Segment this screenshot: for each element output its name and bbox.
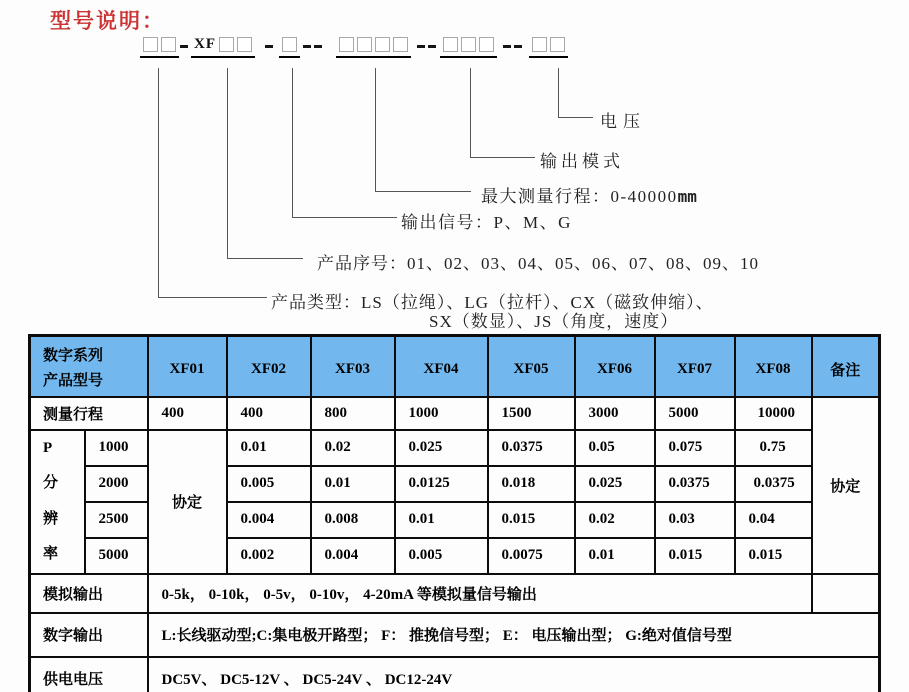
max-travel-label	[481, 182, 697, 207]
header-model-xf07: XF07	[655, 336, 735, 397]
remark-agreement-cell: 协定	[812, 397, 880, 574]
resolution-sub: 2500	[85, 502, 148, 538]
resolution-value: 0.005	[227, 466, 311, 502]
format-group-voltage	[529, 36, 568, 58]
travel-value: 3000	[575, 397, 655, 430]
resolution-value: 0.01	[227, 430, 311, 466]
format-box	[532, 37, 547, 52]
format-box	[393, 37, 408, 52]
resolution-value: 0.75	[735, 430, 812, 466]
travel-value: 400	[148, 397, 227, 430]
resolution-value: 0.015	[655, 538, 735, 574]
format-dash	[265, 45, 273, 48]
format-box	[550, 37, 565, 52]
resolution-value: 0.0375	[735, 466, 812, 502]
travel-value: 1000	[395, 397, 488, 430]
format-group-product-type	[140, 36, 179, 58]
travel-value: 10000	[735, 397, 812, 430]
header-model-xf08: XF08	[735, 336, 812, 397]
resolution-value: 0.01	[395, 502, 488, 538]
page-title: 型号说明：	[50, 10, 165, 33]
resolution-value: 0.015	[735, 538, 812, 574]
travel-value: 800	[311, 397, 395, 430]
connector-line-mode	[470, 68, 535, 158]
header-series-line2: 产品型号	[43, 372, 104, 389]
travel-row-label: 测量行程	[30, 397, 148, 430]
analog-row-value: 0-5k， 0-10k， 0-5v， 0-10v， 4-20mA 等模拟量信号输出	[148, 574, 812, 613]
product-type-label-line2: SX（数显）、JS（角度，速度）	[429, 312, 679, 331]
digital-row-label: 数字输出	[30, 613, 148, 657]
resolution-sub: 1000	[85, 430, 148, 466]
header-remark: 备注	[812, 336, 880, 397]
header-model-xf02: XF02	[227, 336, 311, 397]
resolution-value: 0.05	[575, 430, 655, 466]
analog-remark-cell	[812, 574, 880, 613]
travel-value: 1500	[488, 397, 575, 430]
format-box	[479, 37, 494, 52]
resolution-char: 分	[43, 475, 59, 492]
resolution-group-label-stack	[31, 431, 84, 573]
format-dash	[428, 45, 436, 48]
xf01-agreement-cell: 协定	[148, 430, 227, 574]
header-model-xf01: XF01	[148, 336, 227, 397]
resolution-value: 0.01	[311, 466, 395, 502]
series-prefix-text: XF	[194, 36, 216, 52]
format-group-series	[191, 36, 255, 58]
resolution-value: 0.0075	[488, 538, 575, 574]
resolution-value: 0.075	[655, 430, 735, 466]
resolution-value: 0.015	[488, 502, 575, 538]
max-travel-unit: mm	[677, 187, 697, 206]
format-group-mode	[440, 36, 497, 58]
format-box	[461, 37, 476, 52]
resolution-value: 0.01	[575, 538, 655, 574]
resolution-value: 0.004	[227, 502, 311, 538]
resolution-value: 0.025	[575, 466, 655, 502]
header-model-xf06: XF06	[575, 336, 655, 397]
resolution-value: 0.04	[735, 502, 812, 538]
max-travel-text: 最大测量行程：0-40000	[481, 187, 678, 206]
travel-value: 5000	[655, 397, 735, 430]
format-box	[143, 37, 158, 52]
power-row-value: DC5V、 DC5-12V 、 DC5-24V 、 DC12-24V	[148, 657, 880, 692]
format-box	[219, 37, 234, 52]
format-box	[339, 37, 354, 52]
product-type-label-line1: 产品类型：LS（拉绳）、LG（拉杆）、CX（磁致伸缩）、	[271, 293, 714, 312]
format-box	[443, 37, 458, 52]
voltage-label: 电压	[600, 112, 646, 131]
connector-line-travel	[375, 68, 471, 192]
format-dash	[314, 45, 322, 48]
format-dash	[180, 45, 188, 48]
header-model-xf03: XF03	[311, 336, 395, 397]
resolution-sub: 5000	[85, 538, 148, 574]
format-box	[357, 37, 372, 52]
resolution-group-label	[30, 430, 85, 574]
digital-row-value: L:长线驱动型;C:集电极开路型； F： 推挽信号型； E： 电压输出型； G:绝对值信号型	[148, 613, 880, 657]
resolution-value: 0.0375	[655, 466, 735, 502]
resolution-char: P	[43, 439, 53, 456]
resolution-value: 0.005	[395, 538, 488, 574]
power-row-label: 供电电压	[30, 657, 148, 692]
header-model-xf04: XF04	[395, 336, 488, 397]
header-model-xf05: XF05	[488, 336, 575, 397]
format-box	[375, 37, 390, 52]
header-series-line1: 数字系列	[43, 347, 104, 364]
resolution-value: 0.002	[227, 538, 311, 574]
resolution-value: 0.0125	[395, 466, 488, 502]
output-mode-label: 输出模式	[540, 152, 624, 171]
output-signal-label: 输出信号：P、M、G	[401, 213, 572, 232]
format-dash	[503, 45, 511, 48]
resolution-sub: 2000	[85, 466, 148, 502]
resolution-value: 0.008	[311, 502, 395, 538]
format-group-travel	[336, 36, 411, 58]
format-dash	[303, 45, 311, 48]
format-dash	[417, 45, 425, 48]
header-series-label	[30, 336, 148, 397]
resolution-char: 率	[43, 546, 59, 563]
resolution-value: 0.02	[575, 502, 655, 538]
serial-label: 产品序号：01、02、03、04、05、06、07、08、09、10	[317, 254, 759, 273]
resolution-value: 0.02	[311, 430, 395, 466]
resolution-value: 0.025	[395, 430, 488, 466]
format-group-signal	[279, 36, 300, 58]
analog-row-label: 模拟输出	[30, 574, 148, 613]
format-box	[161, 37, 176, 52]
resolution-char: 辨	[43, 510, 59, 527]
travel-value: 400	[227, 397, 311, 430]
resolution-value: 0.004	[311, 538, 395, 574]
format-box	[237, 37, 252, 52]
spec-table	[28, 334, 881, 692]
format-dash	[514, 45, 522, 48]
resolution-value: 0.018	[488, 466, 575, 502]
format-box	[282, 37, 297, 52]
resolution-value: 0.0375	[488, 430, 575, 466]
resolution-value: 0.03	[655, 502, 735, 538]
connector-line-voltage	[558, 68, 593, 118]
